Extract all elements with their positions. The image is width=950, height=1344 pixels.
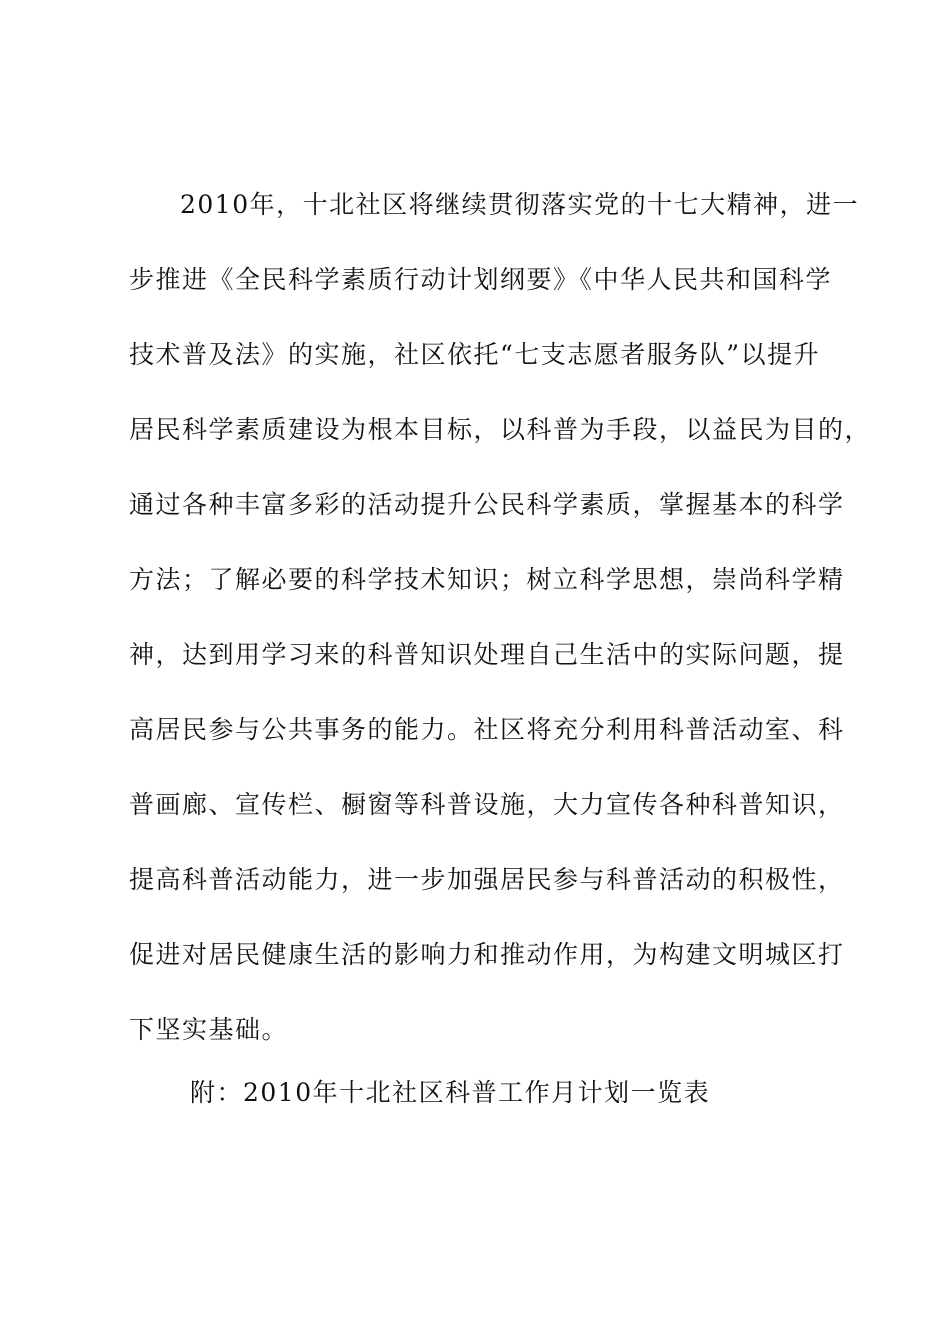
paragraph-line-3: 技术普及法》的实施，社区依托“七支志愿者服务队”以提升 bbox=[129, 340, 821, 369]
paragraph-line-10: 提高科普活动能力，进一步加强居民参与科普活动的积极性， bbox=[129, 865, 845, 894]
paragraph-line-4: 居民科学素质建设为根本目标，以科普为手段，以益民为目的， bbox=[129, 415, 872, 444]
paragraph-line-6: 方法；了解必要的科学技术知识；树立科学思想，崇尚科学精 bbox=[129, 565, 845, 594]
attachment-note: 附：2010年十北社区科普工作月计划一览表 bbox=[190, 1078, 711, 1107]
paragraph-line-11: 促进对居民健康生活的影响力和推动作用，为构建文明城区打 bbox=[129, 940, 845, 969]
paragraph-line-7: 神，达到用学习来的科普知识处理自己生活中的实际问题，提 bbox=[129, 640, 845, 669]
paragraph-line-12: 下坚实基础。 bbox=[129, 1015, 289, 1044]
paragraph-line-9: 普画廊、宣传栏、橱窗等科普设施，大力宣传各种科普知识， bbox=[129, 790, 845, 819]
paragraph-line-8: 高居民参与公共事务的能力。社区将充分利用科普活动室、科 bbox=[129, 715, 845, 744]
paragraph-line-1: 2010年，十北社区将继续贯彻落实党的十七大精神，进一 bbox=[180, 190, 860, 219]
paragraph-line-2: 步推进《全民科学素质行动计划纲要》《中华人民共和国科学 bbox=[129, 265, 833, 294]
paragraph-line-5: 通过各种丰富多彩的活动提升公民科学素质，掌握基本的科学 bbox=[129, 490, 845, 519]
